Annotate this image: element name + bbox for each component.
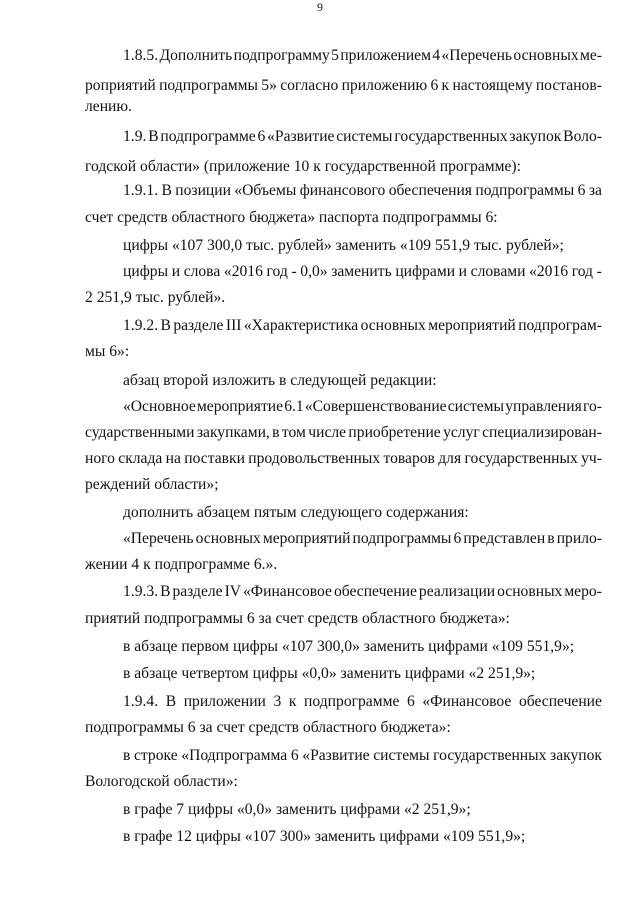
text-line: «Основное мероприятие 6.1 «Совершенствование системы управления го- — [123, 398, 602, 415]
text-line: в абзаце четвертом цифры «0,0» заменить цифрами «2 251,9»; — [123, 665, 536, 682]
text-line: роприятий подпрограммы 5» согласно приложению 6 к настоящему постанов- — [85, 77, 602, 94]
text-line: 1.8.5. Дополнить подпрограмму 5 приложением 4 «Перечень основных ме- — [123, 47, 602, 64]
text-line: 1.9.2. В разделе III «Характеристика основных мероприятий подпрограм- — [123, 317, 602, 334]
text-line: лению. — [85, 98, 132, 115]
text-line: жении 4 к подпрограмме 6.». — [85, 556, 278, 573]
text-line: ного склада на поставки продовольственных товаров для государственных уч- — [85, 450, 602, 467]
text-line: в строке «Подпрограмма 6 «Развитие системы государственных закупок — [123, 747, 602, 764]
text-line: в графе 7 цифры «0,0» заменить цифрами «2 251,9»; — [123, 801, 471, 818]
text-line: сударственными закупками, в том числе приобретение услуг специализирован- — [85, 424, 602, 441]
text-line: приятий подпрограммы 6 за счет средств областного бюджета»: — [85, 610, 510, 627]
text-line: 1.9.3. В разделе IV «Финансовое обеспечение реализации основных меро- — [123, 583, 602, 600]
text-line: в графе 12 цифры «107 300» заменить цифрами «109 551,9»; — [123, 828, 526, 845]
text-line: 1.9.4. В приложении 3 к подпрограмме 6 «Финансовое обеспечение — [123, 693, 602, 710]
text-line: годской области» (приложение 10 к государственной программе): — [85, 158, 521, 175]
text-line: Вологодской области»: — [85, 773, 238, 790]
text-line: дополнить абзацем пятым следующего содержания: — [123, 504, 469, 521]
text-line: реждений области»; — [85, 476, 219, 493]
text-line: счет средств областного бюджета» паспорта подпрограммы 6: — [85, 209, 498, 226]
text-line: абзац второй изложить в следующей редакции: — [123, 372, 437, 389]
text-line: в абзаце первом цифры «107 300,0» заменить цифрами «109 551,9»; — [123, 638, 575, 655]
text-line: «Перечень основных мероприятий подпрограммы 6 представлен в прило- — [123, 530, 602, 547]
page-number: 9 — [317, 0, 323, 14]
text-line: 1.9.1. В позиции «Объемы финансового обеспечения подпрограммы 6 за — [123, 182, 602, 199]
text-line: подпрограммы 6 за счет средств областного бюджета»: — [85, 719, 451, 736]
text-line: 2 251,9 тыс. рублей». — [85, 289, 226, 306]
text-line: мы 6»: — [85, 343, 130, 360]
text-line: 1.9. В подпрограмме 6 «Развитие системы государственных закупок Воло- — [123, 128, 602, 145]
text-line: цифры и слова «2016 год - 0,0» заменить цифрами и словами «2016 год - — [123, 263, 602, 280]
text-line: цифры «107 300,0 тыс. рублей» заменить «109 551,9 тыс. рублей»; — [123, 237, 564, 254]
